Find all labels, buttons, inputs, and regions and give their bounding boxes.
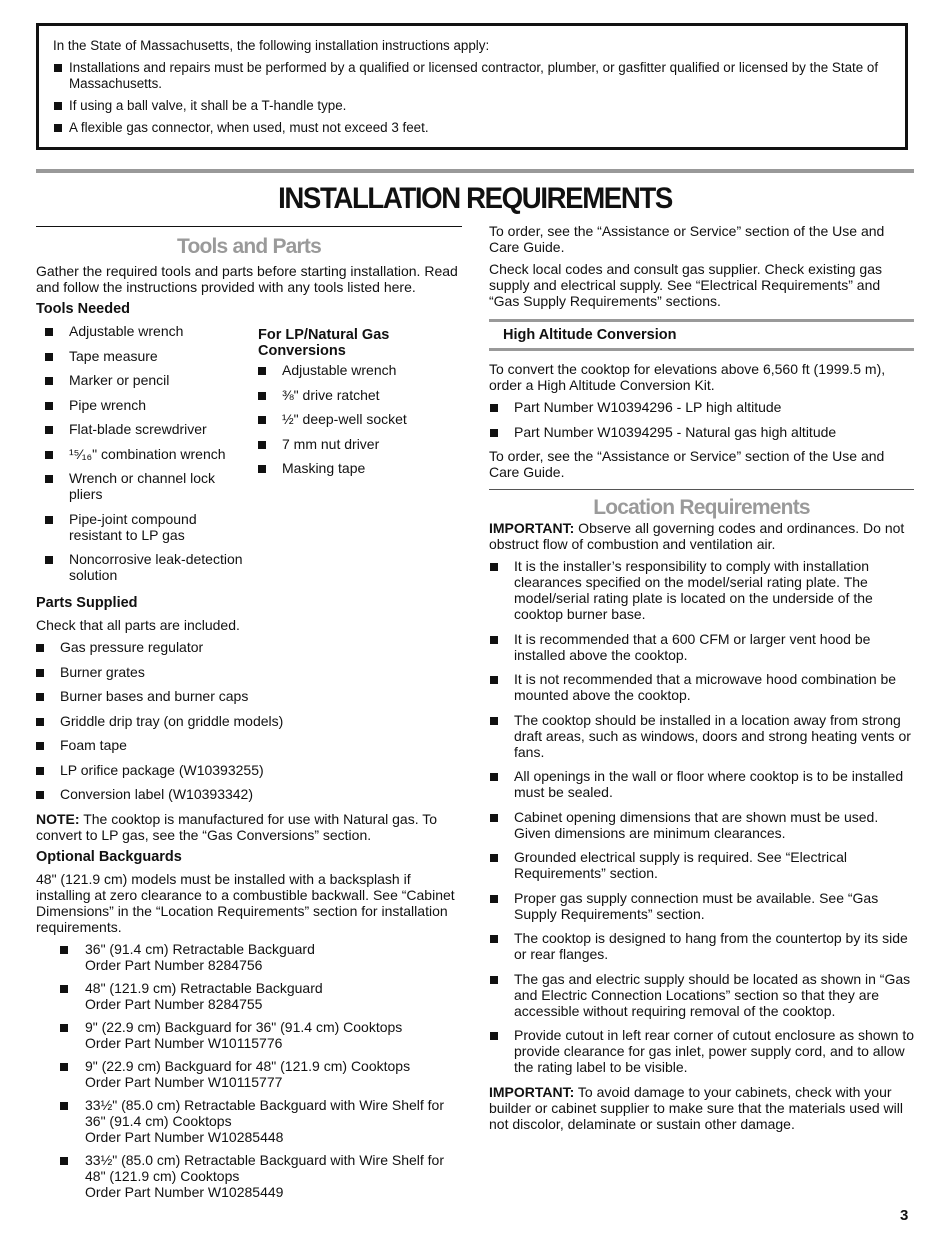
high-altitude-list — [489, 399, 914, 440]
list-item: Proper gas supply connection must be available. See “Gas Supply Requirements” section. — [489, 890, 914, 922]
list-item: Part Number W10394295 - Natural gas high altitude — [489, 424, 914, 440]
bullet-icon — [45, 402, 53, 410]
page-title: INSTALLATION REQUIREMENTS — [278, 182, 672, 215]
important-note: IMPORTANT: To avoid damage to your cabinets, check with your builder or cabinet supplier to make sure that the materials used will not discolor, delaminate or sustain other damage. — [489, 1083, 903, 1132]
bullet-icon — [490, 676, 498, 684]
notice-item: Installations and repairs must be performed by a qualified or licensed contractor, plumber, or gasfitter qualified or licensed by the State of Massachusetts. — [53, 60, 891, 92]
list-item: Flat-blade screwdriver — [36, 421, 246, 437]
bullet-icon — [490, 976, 498, 984]
bullet-icon — [45, 426, 53, 434]
list-item: The cooktop should be installed in a location away from strong draft areas, such as windows, doors and strong heating vents or fans. — [489, 712, 914, 760]
bullet-icon — [60, 1063, 68, 1071]
page-number: 3 — [900, 1207, 909, 1224]
list-item: 9" (22.9 cm) Backguard for 48" (121.9 cm) Cooktops Order Part Number W10115777 — [36, 1058, 462, 1090]
backguards-intro: 48" (121.9 cm) models must be installed with a backsplash if installing at zero clearance to a combustible backwall. See “Cabinet Dimensions” in the “Location Requirements” section for installation requirements. — [36, 870, 455, 935]
bullet-icon — [258, 441, 266, 449]
high-altitude-title: High Altitude Conversion — [503, 327, 677, 343]
bullet-icon — [258, 392, 266, 400]
list-item: The cooktop is designed to hang from the countertop by its side or rear flanges. — [489, 930, 914, 962]
section-divider — [489, 348, 914, 351]
list-item: Masking tape — [258, 460, 468, 476]
list-item: Pipe wrench — [36, 397, 246, 413]
notice-item: If using a ball valve, it shall be a T-handle type. — [53, 98, 891, 114]
location-requirements-title: Location Requirements — [593, 496, 810, 519]
notice-item: A flexible gas connector, when used, must not exceed 3 feet. — [53, 120, 891, 136]
list-item: Provide cutout in left rear corner of cutout enclosure as shown to provide clearance for gas inlet, power supply cord, and to allow the rating label to be visible. — [489, 1027, 914, 1075]
list-item: 33½" (85.0 cm) Retractable Backguard with Wire Shelf for 48" (121.9 cm) Cooktops Order Part Number W10285449 — [36, 1152, 462, 1200]
list-item: It is recommended that a 600 CFM or larger vent hood be installed above the cooktop. — [489, 631, 914, 663]
bullet-icon — [490, 935, 498, 943]
tools-needed-list — [36, 323, 246, 592]
high-altitude-intro: To convert the cooktop for elevations above 6,560 ft (1999.5 m), order a High Altitude Conversion Kit. — [489, 361, 886, 393]
list-item: 36" (91.4 cm) Retractable Backguard Order Part Number 8284756 — [36, 941, 462, 973]
note-label: NOTE: — [36, 810, 80, 827]
backguards-heading: Optional Backguards — [36, 848, 182, 865]
list-item: Foam tape — [36, 737, 462, 753]
list-item: Wrench or channel lock pliers — [36, 470, 246, 502]
bullet-icon — [258, 367, 266, 375]
list-item: 33½" (85.0 cm) Retractable Backguard with Wire Shelf for 36" (91.4 cm) Cooktops Order Part Number W10285448 — [36, 1097, 462, 1145]
tools-intro: Gather the required tools and parts before starting installation. Read and follow the instructions provided with any tools listed here. — [36, 263, 458, 295]
bullet-icon — [54, 64, 62, 72]
tools-needed-heading: Tools Needed — [36, 301, 130, 317]
list-item: 48" (121.9 cm) Retractable Backguard Order Part Number 8284755 — [36, 980, 462, 1012]
important-note: IMPORTANT: Observe all governing codes and ordinances. Do not obstruct flow of combustion and ventilation air. — [489, 520, 905, 552]
parts-supplied-heading: Parts Supplied — [36, 595, 138, 611]
massachusetts-notice — [36, 23, 908, 150]
list-item: Noncorrosive leak-detection solution — [36, 551, 246, 583]
list-item: 9" (22.9 cm) Backguard for 36" (91.4 cm) Cooktops Order Part Number W10115776 — [36, 1019, 462, 1051]
notice-intro: In the State of Massachusetts, the following installation instructions apply: — [53, 38, 490, 53]
list-item: Tape measure — [36, 348, 246, 364]
bullet-icon — [490, 814, 498, 822]
list-item: Adjustable wrench — [36, 323, 246, 339]
list-item: All openings in the wall or floor where cooktop is to be installed must be sealed. — [489, 768, 914, 800]
backguards-list — [36, 941, 462, 1200]
bullet-icon — [490, 895, 498, 903]
bullet-icon — [36, 669, 44, 677]
list-item: ½" deep-well socket — [258, 411, 468, 427]
order-text: To order, see the “Assistance or Service” section of the Use and Care Guide. — [489, 448, 885, 480]
list-item: Marker or pencil — [36, 372, 246, 388]
left-column — [36, 226, 462, 1207]
bullet-icon — [45, 475, 53, 483]
bullet-icon — [490, 1032, 498, 1040]
list-item: It is the installer’s responsibility to comply with installation clearances specified on the model/serial rating plate. The model/serial rating plate is located on the underside of the cooktop burner base. — [489, 558, 914, 622]
location-requirements-list — [489, 558, 914, 1075]
right-column — [489, 223, 914, 1138]
parts-intro: Check that all parts are included. — [36, 617, 240, 633]
conversion-tools — [258, 325, 468, 485]
list-item: The gas and electric supply should be located as shown in “Gas and Electric Connection Locations” section so that they are accessible without requiring removal of the cooktop. — [489, 971, 914, 1019]
list-item: It is not recommended that a microwave hood combination be mounted above the cooktop. — [489, 671, 914, 703]
list-item: Adjustable wrench — [258, 362, 468, 378]
bullet-icon — [36, 718, 44, 726]
list-item: Burner bases and burner caps — [36, 688, 462, 704]
list-item: 7 mm nut driver — [258, 436, 468, 452]
bullet-icon — [60, 985, 68, 993]
bullet-icon — [45, 328, 53, 336]
list-item: Gas pressure regulator — [36, 639, 462, 655]
bullet-icon — [36, 644, 44, 652]
list-item: Burner grates — [36, 664, 462, 680]
tools-and-parts-title: Tools and Parts — [177, 235, 321, 258]
bullet-icon — [490, 773, 498, 781]
list-item: Grounded electrical supply is required. See “Electrical Requirements” section. — [489, 849, 914, 881]
conversion-tools-heading: For LP/Natural Gas Conversions — [258, 327, 390, 359]
bullet-icon — [36, 742, 44, 750]
section-divider — [36, 226, 462, 227]
list-item: ¹⁵⁄₁₆" combination wrench — [36, 446, 246, 462]
bullet-icon — [54, 102, 62, 110]
bullet-icon — [45, 516, 53, 524]
bullet-icon — [490, 404, 498, 412]
list-item: LP orifice package (W10393255) — [36, 762, 462, 778]
parts-supplied-list — [36, 639, 462, 802]
conversion-tools-list — [258, 362, 468, 476]
bullet-icon — [490, 717, 498, 725]
bullet-icon — [60, 1102, 68, 1110]
list-item: Conversion label (W10393342) — [36, 786, 462, 802]
bullet-icon — [45, 451, 53, 459]
bullet-icon — [45, 556, 53, 564]
bullet-icon — [490, 854, 498, 862]
bullet-icon — [490, 636, 498, 644]
bullet-icon — [258, 465, 266, 473]
bullet-icon — [258, 416, 266, 424]
list-item: Cabinet opening dimensions that are shown must be used. Given dimensions are minimum clearances. — [489, 809, 914, 841]
section-divider — [489, 489, 914, 490]
list-item: Part Number W10394296 - LP high altitude — [489, 399, 914, 415]
bullet-icon — [45, 377, 53, 385]
bullet-icon — [60, 1157, 68, 1165]
bullet-icon — [36, 767, 44, 775]
bullet-icon — [45, 353, 53, 361]
list-item: Griddle drip tray (on griddle models) — [36, 713, 462, 729]
order-text: To order, see the “Assistance or Service” section of the Use and Care Guide. — [489, 223, 885, 255]
bullet-icon — [36, 693, 44, 701]
check-codes-text: Check local codes and consult gas supplier. Check existing gas supply and electrical supply. See “Electrical Requirements” and “Gas Supply Requirements” sections. — [489, 261, 882, 309]
list-item: Pipe-joint compound resistant to LP gas — [36, 511, 246, 543]
bullet-icon — [60, 1024, 68, 1032]
bullet-icon — [490, 429, 498, 437]
bullet-icon — [60, 946, 68, 954]
note: NOTE: The cooktop is manufactured for use with Natural gas. To convert to LP gas, see the “Gas Conversions” section. — [36, 810, 438, 843]
list-item: ⅜" drive ratchet — [258, 387, 468, 403]
top-divider — [36, 169, 914, 173]
bullet-icon — [490, 563, 498, 571]
bullet-icon — [54, 124, 62, 132]
bullet-icon — [36, 791, 44, 799]
